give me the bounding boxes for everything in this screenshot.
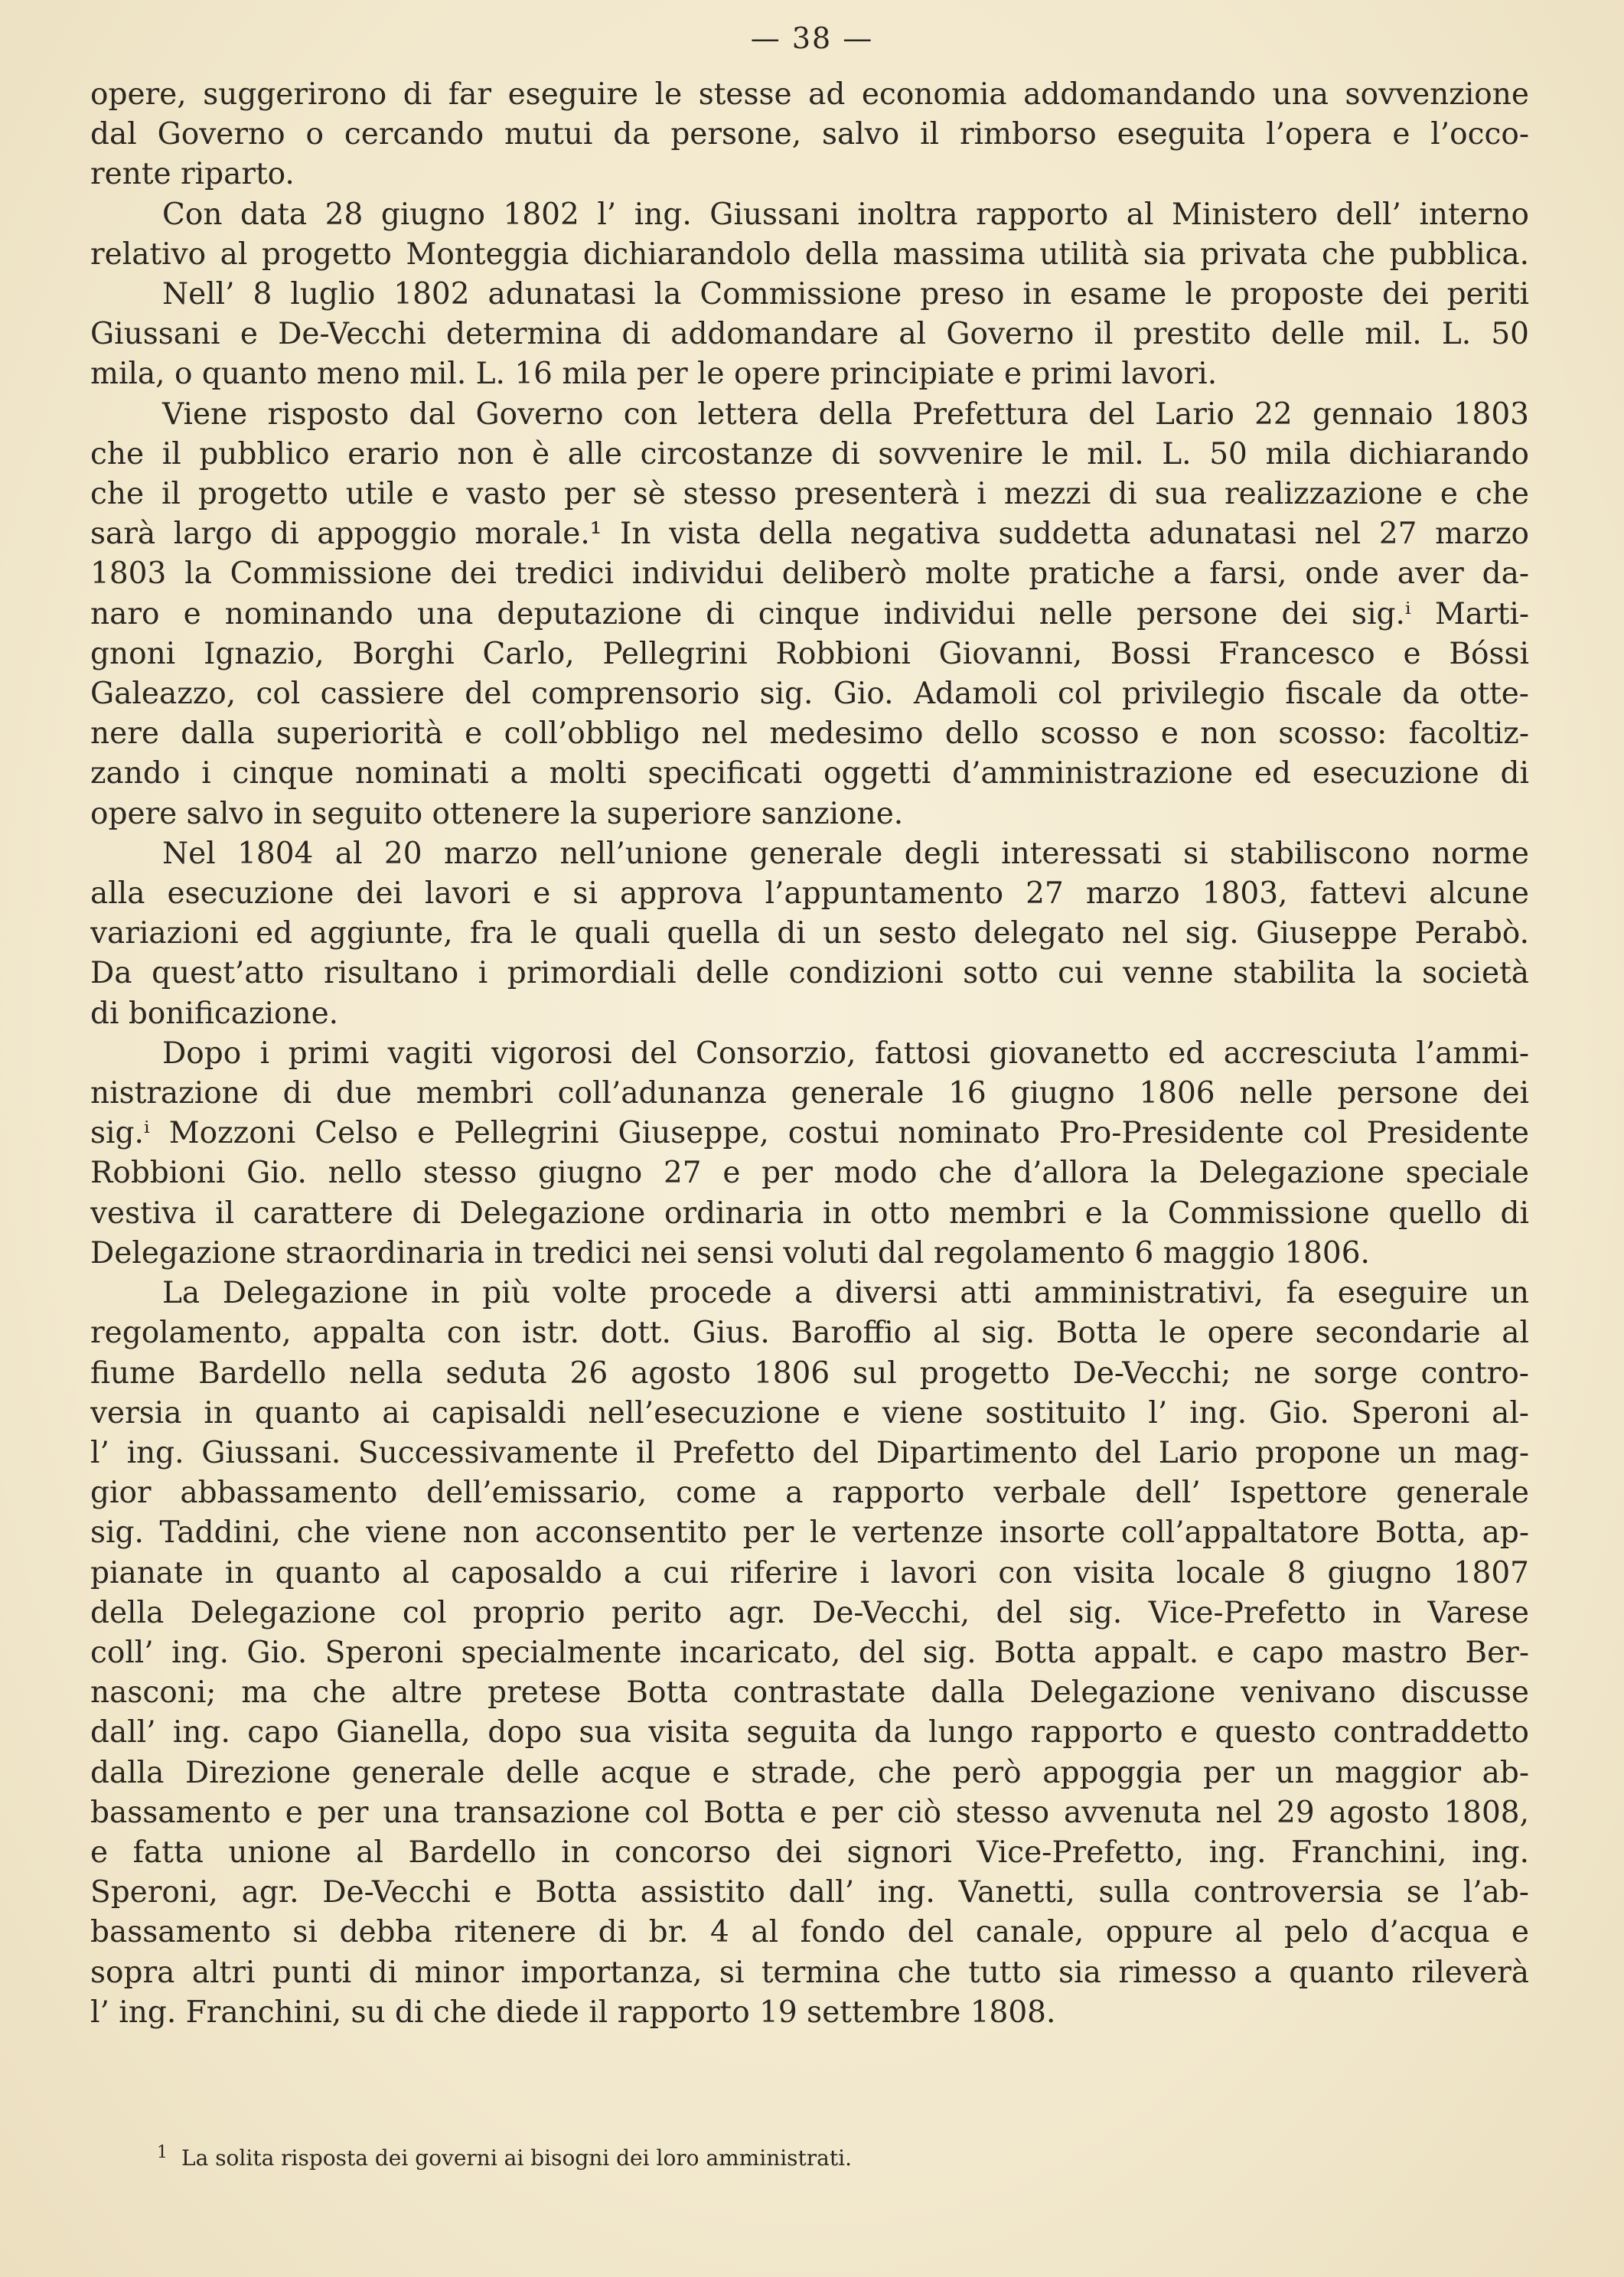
text-line: dall’ ing. capo Gianella, dopo sua visita seguita da lungo rapporto e questo contraddetto	[90, 1715, 1529, 1750]
footnote-text: La solita risposta dei governi ai bisogni dei loro amministrati.	[181, 2145, 852, 2171]
text-line: mila, o quanto meno mil. L. 16 mila per le opere principiate e primi lavori.	[90, 357, 1218, 392]
text-line: l’ ing. Giussani. Successivamente il Prefetto del Dipartimento del Lario propone un mag-	[90, 1435, 1529, 1470]
text-line: regolamento, appalta con istr. dott. Gius. Baroffio al sig. Botta le opere secondarie al	[90, 1316, 1529, 1351]
text-line: che il pubblico erario non è alle circostanze di sovvenire le mil. L. 50 mila dichiarando	[90, 436, 1529, 471]
text-line: 1803 la Commissione dei tredici individui deliberò molte pratiche a farsi, onde aver da-	[90, 556, 1529, 592]
page-number: — 38 —	[750, 21, 874, 55]
text-line: dalla Direzione generale delle acque e strade, che però appoggia per un maggior ab-	[90, 1755, 1529, 1790]
text-line: di bonificazione.	[90, 996, 339, 1031]
text-line: Nell’ 8 luglio 1802 adunatasi la Commissione preso in esame le proposte dei periti	[162, 277, 1529, 312]
text-line: Speroni, agr. De-Vecchi e Botta assistito dall’ ing. Vanetti, sulla controversia se l’ab-	[90, 1875, 1529, 1910]
text-line: Galeazzo, col cassiere del comprensorio sig. Gio. Adamoli col privilegio fiscale da otte-	[90, 677, 1529, 712]
text-line: Dopo i primi vagiti vigorosi del Consorzio, fattosi giovanetto ed accresciuta l’ammi-	[162, 1036, 1529, 1071]
text-line: sarà largo di appoggio morale.¹ In vista della negativa suddetta adunatasi nel 27 marzo	[90, 517, 1529, 552]
text-line: della Delegazione col proprio perito agr. De-Vecchi, del sig. Vice-Prefetto in Varese	[90, 1595, 1529, 1630]
text-line: e fatta unione al Bardello in concorso dei signori Vice-Prefetto, ing. Franchini, ing.	[90, 1835, 1529, 1870]
body-text	[90, 75, 1529, 2033]
footnote-marker: 1	[157, 2143, 168, 2162]
text-line: rente riparto.	[90, 157, 295, 192]
text-line: relativo al progetto Monteggia dichiarandolo della massima utilità sia privata che pubblica.	[90, 237, 1529, 272]
text-line: nistrazione di due membri coll’adunanza generale 16 giugno 1806 nelle persone dei	[90, 1076, 1529, 1111]
text-line: sopra altri punti di minor importanza, si termina che tutto sia rimesso a quanto rileverà	[90, 1955, 1529, 1990]
text-line: vestiva il carattere di Delegazione ordinaria in otto membri e la Commissione quello di	[90, 1196, 1529, 1231]
text-line: Nel 1804 al 20 marzo nell’unione generale degli interessati si stabiliscono norme	[162, 836, 1529, 871]
text-line: Delegazione straordinaria in tredici nei sensi voluti dal regolamento 6 maggio 1806.	[90, 1235, 1370, 1271]
text-line: che il progetto utile e vasto per sè stesso presenterà i mezzi di sua realizzazione e che	[90, 477, 1529, 512]
text-line: gnoni Ignazio, Borghi Carlo, Pellegrini Robbioni Giovanni, Bossi Francesco e Bóssi	[90, 636, 1529, 671]
text-line: Viene risposto dal Governo con lettera della Prefettura del Lario 22 gennaio 1803	[162, 396, 1529, 432]
text-line: Robbioni Gio. nello stesso giugno 27 e per modo che d’allora la Delegazione speciale	[90, 1156, 1529, 1191]
footnote	[157, 2143, 1305, 2174]
text-line: alla esecuzione dei lavori e si approva l’appuntamento 27 marzo 1803, fattevi alcune	[90, 876, 1529, 912]
text-line: bassamento e per una transazione col Botta e per ciò stesso avvenuta nel 29 agosto 1808,	[90, 1795, 1529, 1830]
text-line: nasconi; ma che altre pretese Botta contrastate dalla Delegazione venivano discusse	[90, 1675, 1529, 1711]
text-line: fiume Bardello nella seduta 26 agosto 1806 sul progetto De-Vecchi; ne sorge contro-	[90, 1355, 1529, 1391]
text-line: opere salvo in seguito ottenere la superiore sanzione.	[90, 796, 904, 831]
text-line: sig.ⁱ Mozzoni Celso e Pellegrini Giuseppe, costui nominato Pro-Presidente col Presidente	[90, 1116, 1529, 1151]
text-line: La Delegazione in più volte procede a diversi atti amministrativi, fa eseguire un	[162, 1276, 1529, 1311]
text-line: gior abbassamento dell’emissario, come a rapporto verbale dell’ Ispettore generale	[90, 1476, 1529, 1511]
text-line: Giussani e De-Vecchi determina di addomandare al Governo il prestito delle mil. L. 50	[90, 317, 1529, 352]
text-line: l’ ing. Franchini, su di che diede il rapporto 19 settembre 1808.	[90, 1995, 1056, 2030]
text-line: dal Governo o cercando mutui da persone, salvo il rimborso eseguita l’opera e l’occo-	[90, 117, 1529, 152]
text-line: Da quest’atto risultano i primordiali delle condizioni sotto cui venne stabilita la società	[90, 956, 1529, 991]
text-line: zando i cinque nominati a molti specificati oggetti d’amministrazione ed esecuzione di	[90, 756, 1529, 791]
text-line: nere dalla superiorità e coll’obbligo nel medesimo dello scosso e non scosso: facoltiz-	[90, 716, 1529, 752]
text-line: sig. Taddini, che viene non acconsentito per le vertenze insorte coll’appaltatore Botta, ap-	[90, 1515, 1529, 1551]
text-line: versia in quanto ai capisaldi nell’esecuzione e viene sostituito l’ ing. Gio. Speroni al-	[90, 1395, 1529, 1430]
text-line: pianate in quanto al caposaldo a cui riferire i lavori con visita locale 8 giugno 1807	[90, 1555, 1529, 1590]
text-line: bassamento si debba ritenere di br. 4 al fondo del canale, oppure al pelo d’acqua e	[90, 1915, 1529, 1950]
text-line: naro e nominando una deputazione di cinque individui nelle persone dei sig.ⁱ Marti-	[90, 596, 1529, 631]
text-line: variazioni ed aggiunte, fra le quali quella di un sesto delegato nel sig. Giuseppe Perabò.	[90, 916, 1529, 951]
text-line: opere, suggerirono di far eseguire le stesse ad economia addomandando una sovvenzione	[90, 77, 1529, 112]
text-line: Con data 28 giugno 1802 l’ ing. Giussani inoltra rapporto al Ministero dell’ interno	[162, 197, 1529, 232]
text-line: coll’ ing. Gio. Speroni specialmente incaricato, del sig. Botta appalt. e capo mastro Ber-	[90, 1635, 1529, 1670]
